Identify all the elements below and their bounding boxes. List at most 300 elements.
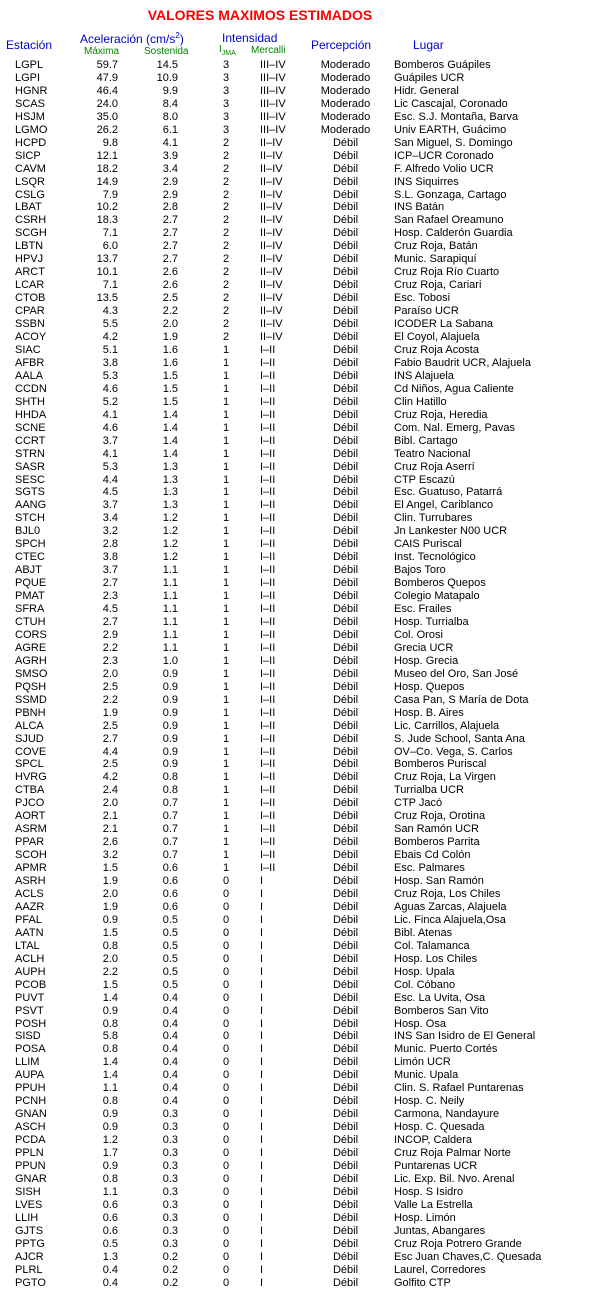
jma-intensity: 3 [222, 97, 230, 110]
sustained-accel: 0.8 [162, 771, 178, 784]
jma-intensity: 1 [222, 758, 230, 771]
table-row [0, 784, 590, 797]
jma-intensity: 1 [222, 421, 230, 434]
location: Cruz Roja, Heredia [394, 408, 488, 421]
station-code: POSA [15, 1043, 46, 1056]
table-row [0, 771, 590, 784]
max-accel: 13.7 [96, 253, 118, 266]
station-code: CPAR [15, 305, 45, 318]
sustained-accel: 0.3 [162, 1160, 178, 1173]
max-accel: 2.7 [102, 732, 118, 745]
sustained-accel: 0.4 [162, 991, 178, 1004]
jma-intensity: 0 [222, 1134, 230, 1147]
table-row [0, 616, 590, 629]
page-title: VALORES MAXIMOS ESTIMADOS [147, 7, 373, 23]
header-percepcion: Percepción [311, 38, 372, 52]
mercalli-intensity: II–IV [260, 292, 283, 305]
jma-intensity: 1 [222, 525, 230, 538]
jma-intensity: 1 [222, 862, 230, 875]
mercalli-intensity: I–II [260, 654, 276, 667]
max-accel: 3.8 [102, 356, 118, 369]
perception: Débil [332, 862, 359, 875]
max-accel: 2.3 [102, 590, 118, 603]
station-code: PUVT [15, 991, 45, 1004]
perception: Débil [332, 732, 359, 745]
header-aceleracion-text: Aceleración (cm/s [80, 32, 176, 46]
location: Col. Talamanca [394, 939, 470, 952]
table-row [0, 888, 590, 901]
max-accel: 4.5 [102, 603, 118, 616]
jma-intensity: 3 [222, 110, 230, 123]
sustained-accel: 0.7 [162, 849, 178, 862]
sustained-accel: 2.9 [162, 175, 178, 188]
mercalli-intensity: I [260, 926, 264, 939]
table-row [0, 1199, 590, 1212]
sustained-accel: 1.1 [162, 628, 178, 641]
mercalli-intensity: I [260, 888, 264, 900]
station-code: COVE [15, 745, 47, 758]
sustained-accel: 2.7 [162, 227, 178, 240]
mercalli-intensity: I–II [260, 577, 276, 590]
header-maxima: Máxima [84, 46, 120, 57]
location: Grecia UCR [394, 641, 454, 654]
location: Museo del Oro, San José [394, 667, 519, 680]
station-code: PPUH [15, 1082, 46, 1095]
mercalli-intensity: I [260, 1108, 264, 1121]
perception: Débil [332, 564, 359, 577]
table-row [0, 72, 590, 85]
perception: Débil [332, 473, 359, 486]
sustained-accel: 1.9 [162, 331, 178, 344]
table-row [0, 1277, 590, 1290]
location: S. Jude School, Santa Ana [394, 732, 525, 745]
max-accel: 2.5 [102, 680, 118, 693]
perception: Moderado [320, 110, 371, 123]
table-row [0, 694, 590, 707]
station-code: POSH [15, 1017, 47, 1030]
location: Inst. Tecnológico [394, 551, 476, 564]
perception: Débil [332, 875, 359, 888]
perception: Débil [332, 1237, 359, 1250]
max-accel: 0.6 [102, 1211, 118, 1224]
jma-intensity: 0 [222, 900, 230, 913]
station-code: SFRA [15, 603, 45, 616]
max-accel: 0.9 [102, 1160, 118, 1173]
max-accel: 0.8 [102, 1095, 118, 1108]
location: Cruz Roja, Orotina [394, 810, 486, 823]
sustained-accel: 0.4 [162, 1004, 178, 1017]
perception: Débil [332, 615, 359, 628]
location: CAIS Puriscal [394, 538, 462, 551]
max-accel: 0.4 [102, 1276, 118, 1289]
max-accel: 0.4 [102, 1263, 118, 1276]
perception: Débil [332, 965, 359, 978]
table-row [0, 461, 590, 474]
station-code: AJCR [15, 1250, 44, 1263]
max-accel: 2.6 [102, 836, 118, 849]
sustained-accel: 1.1 [162, 603, 178, 616]
station-code: ASRM [15, 823, 47, 836]
perception: Débil [332, 305, 359, 318]
jma-intensity: 1 [222, 836, 230, 849]
station-code: HVRG [15, 771, 47, 784]
sustained-accel: 2.9 [162, 188, 178, 201]
table-row [0, 668, 590, 681]
sustained-accel: 0.3 [162, 1224, 178, 1237]
location: Clin. Turrubares [394, 512, 473, 525]
table-row [0, 564, 590, 577]
jma-intensity: 1 [222, 343, 230, 356]
table-row [0, 992, 590, 1005]
sustained-accel: 0.4 [162, 1056, 178, 1069]
max-accel: 2.2 [102, 965, 118, 978]
sustained-accel: 0.9 [162, 706, 178, 719]
sustained-accel: 1.4 [162, 421, 178, 434]
jma-intensity: 0 [222, 1082, 230, 1095]
max-accel: 7.1 [102, 279, 118, 292]
perception: Moderado [320, 97, 371, 110]
table-row [0, 227, 590, 240]
table-row [0, 797, 590, 810]
jma-intensity: 0 [222, 1237, 230, 1250]
station-code: ASRH [15, 875, 46, 888]
location: Puntarenas UCR [394, 1160, 478, 1173]
sustained-accel: 0.4 [162, 1017, 178, 1030]
table-row [0, 253, 590, 266]
max-accel: 4.4 [102, 473, 118, 486]
table-row [0, 499, 590, 512]
mercalli-intensity: I–II [260, 538, 276, 551]
sustained-accel: 1.4 [162, 447, 178, 460]
sustained-accel: 0.4 [162, 1095, 178, 1108]
max-accel: 0.9 [102, 1004, 118, 1017]
table-row [0, 590, 590, 603]
sustained-accel: 1.6 [162, 356, 178, 369]
station-code: ASCH [15, 1121, 46, 1134]
jma-intensity: 1 [222, 849, 230, 862]
perception: Débil [332, 1224, 359, 1237]
location: Cruz Roja Río Cuarto [394, 266, 500, 279]
table-row [0, 1095, 590, 1108]
mercalli-intensity: I [260, 1198, 264, 1211]
mercalli-intensity: I [260, 965, 264, 978]
mercalli-intensity: I [260, 1147, 264, 1160]
table-row [0, 318, 590, 331]
station-code: PJCO [15, 797, 45, 810]
jma-intensity: 2 [222, 305, 230, 318]
perception: Débil [332, 849, 359, 862]
mercalli-intensity: I [260, 1172, 264, 1185]
mercalli-intensity: I–II [260, 862, 276, 875]
jma-intensity: 0 [222, 888, 230, 900]
max-accel: 2.0 [102, 952, 118, 965]
mercalli-intensity: I [260, 1185, 264, 1198]
table-row [0, 979, 590, 992]
location: ICODER La Sabana [394, 318, 494, 331]
perception: Débil [332, 188, 359, 201]
station-code: CSLG [15, 188, 45, 201]
location: CTP Escazú [394, 473, 455, 486]
location: Bomberos Puriscal [394, 758, 487, 771]
mercalli-intensity: III–IV [260, 110, 286, 123]
jma-intensity: 0 [222, 1121, 230, 1134]
location: Clin. S. Rafael Puntarenas [394, 1082, 524, 1095]
max-accel: 26.2 [96, 123, 118, 136]
station-code: SSBN [15, 318, 45, 331]
max-accel: 9.8 [102, 136, 118, 149]
station-code: HHDA [15, 408, 47, 421]
sustained-accel: 4.1 [162, 136, 178, 149]
max-accel: 3.8 [102, 551, 118, 564]
max-accel: 5.2 [102, 395, 118, 408]
perception: Débil [332, 1069, 359, 1082]
perception: Débil [332, 888, 359, 900]
jma-intensity: 0 [222, 926, 230, 939]
station-code: PQSH [15, 680, 47, 693]
mercalli-intensity: I [260, 1237, 264, 1250]
station-code: AGRH [15, 654, 47, 667]
perception: Débil [332, 784, 359, 797]
table-row [0, 85, 590, 98]
station-code: BJL0 [15, 525, 41, 538]
perception: Débil [332, 421, 359, 434]
station-code: LLIM [15, 1056, 40, 1069]
mercalli-intensity: I [260, 991, 264, 1004]
jma-intensity: 1 [222, 667, 230, 680]
table-row [0, 292, 590, 305]
sustained-accel: 0.3 [162, 1211, 178, 1224]
station-code: SMSO [15, 667, 48, 680]
location: Turrialba UCR [394, 784, 464, 797]
perception: Débil [332, 1185, 359, 1198]
location: Cruz Roja Potrero Grande [394, 1237, 522, 1250]
jma-intensity: 2 [222, 279, 230, 292]
max-accel: 0.9 [102, 1108, 118, 1121]
station-code: HSJM [15, 110, 45, 123]
mercalli-intensity: I [260, 1121, 264, 1134]
mercalli-intensity: I–II [260, 628, 276, 641]
perception: Débil [332, 408, 359, 421]
mercalli-intensity: I [260, 913, 264, 926]
station-code: CTUH [15, 615, 46, 628]
perception: Débil [332, 538, 359, 551]
station-code: CAVM [15, 162, 46, 175]
mercalli-intensity: I–II [260, 603, 276, 616]
jma-intensity: 1 [222, 551, 230, 564]
max-accel: 1.5 [102, 926, 118, 939]
location: Bomberos Quepos [394, 577, 486, 590]
location: Bomberos Parrita [394, 836, 480, 849]
perception: Débil [332, 318, 359, 331]
sustained-accel: 1.1 [162, 590, 178, 603]
perception: Débil [332, 590, 359, 603]
max-accel: 4.1 [102, 408, 118, 421]
jma-intensity: 1 [222, 434, 230, 447]
perception: Débil [332, 551, 359, 564]
sustained-accel: 2.8 [162, 201, 178, 214]
sustained-accel: 1.3 [162, 499, 178, 512]
station-code: APMR [15, 862, 47, 875]
table-row [0, 746, 590, 759]
perception: Débil [332, 693, 359, 706]
perception: Débil [332, 939, 359, 952]
max-accel: 1.7 [102, 1147, 118, 1160]
jma-intensity: 1 [222, 745, 230, 758]
perception: Débil [332, 369, 359, 382]
table-row [0, 305, 590, 318]
mercalli-intensity: II–IV [260, 214, 283, 227]
location: Esc. Guatuso, Patarrá [394, 486, 503, 499]
station-code: CTEC [15, 551, 45, 564]
station-code: SJUD [15, 732, 44, 745]
table-row [0, 914, 590, 927]
sustained-accel: 1.6 [162, 343, 178, 356]
station-code: AANG [15, 499, 47, 512]
mercalli-intensity: I [260, 939, 264, 952]
location: Col. Cóbano [394, 978, 456, 991]
mercalli-intensity: I–II [260, 499, 276, 512]
sustained-accel: 2.7 [162, 214, 178, 227]
max-accel: 0.9 [102, 1121, 118, 1134]
perception: Débil [332, 603, 359, 616]
max-accel: 1.4 [102, 1069, 118, 1082]
mercalli-intensity: I [260, 1224, 264, 1237]
perception: Débil [332, 1043, 359, 1056]
perception: Débil [332, 628, 359, 641]
mercalli-intensity: II–IV [260, 162, 283, 175]
sustained-accel: 0.5 [162, 952, 178, 965]
max-accel: 1.1 [102, 1185, 118, 1198]
table-row [0, 124, 590, 137]
perception: Débil [332, 1017, 359, 1030]
sustained-accel: 3.4 [162, 162, 178, 175]
mercalli-intensity: I–II [260, 641, 276, 654]
perception: Débil [332, 719, 359, 732]
station-code: SIAC [15, 343, 41, 356]
perception: Débil [332, 1056, 359, 1069]
jma-intensity: 0 [222, 1185, 230, 1198]
sustained-accel: 0.9 [162, 667, 178, 680]
max-accel: 13.5 [96, 292, 118, 305]
table-row [0, 966, 590, 979]
jma-intensity: 1 [222, 408, 230, 421]
max-accel: 2.7 [102, 577, 118, 590]
location: Esc. Frailes [394, 603, 452, 616]
table-row [0, 331, 590, 344]
mercalli-intensity: II–IV [260, 240, 283, 253]
max-accel: 18.2 [96, 162, 118, 175]
location: Hosp. Turrialba [394, 615, 469, 628]
jma-intensity: 0 [222, 1056, 230, 1069]
sustained-accel: 0.3 [162, 1237, 178, 1250]
jma-intensity: 2 [222, 201, 230, 214]
jma-intensity: 1 [222, 693, 230, 706]
jma-intensity: 2 [222, 331, 230, 344]
mercalli-intensity: I [260, 1134, 264, 1147]
perception: Débil [332, 486, 359, 499]
mercalli-intensity: III–IV [260, 59, 286, 71]
max-accel: 0.8 [102, 1017, 118, 1030]
mercalli-intensity: I–II [260, 447, 276, 460]
jma-intensity: 2 [222, 253, 230, 266]
sustained-accel: 1.5 [162, 382, 178, 395]
table-row [0, 266, 590, 279]
jma-intensity: 1 [222, 382, 230, 395]
max-accel: 0.8 [102, 1172, 118, 1185]
max-accel: 2.1 [102, 810, 118, 823]
station-code: PCOB [15, 978, 47, 991]
sustained-accel: 0.9 [162, 719, 178, 732]
sustained-accel: 1.2 [162, 538, 178, 551]
sustained-accel: 0.3 [162, 1172, 178, 1185]
max-accel: 1.5 [102, 862, 118, 875]
mercalli-intensity: I–II [260, 823, 276, 836]
max-accel: 12.1 [96, 149, 118, 162]
station-code: LSQR [15, 175, 45, 188]
location: Univ EARTH, Guácimo [394, 123, 507, 136]
mercalli-intensity: I–II [260, 408, 276, 421]
station-code: PPUN [15, 1160, 46, 1173]
table-row [0, 823, 590, 836]
max-accel: 0.9 [102, 913, 118, 926]
sustained-accel: 1.1 [162, 615, 178, 628]
perception: Débil [332, 525, 359, 538]
max-accel: 2.0 [102, 797, 118, 810]
station-code: PFAL [15, 913, 42, 926]
mercalli-intensity: I–II [260, 797, 276, 810]
location: Bajos Toro [394, 564, 446, 577]
perception: Débil [332, 460, 359, 473]
jma-intensity: 1 [222, 719, 230, 732]
sustained-accel: 0.2 [162, 1250, 178, 1263]
station-code: PCNH [15, 1095, 47, 1108]
perception: Débil [332, 512, 359, 525]
jma-intensity: 0 [222, 875, 230, 888]
perception: Débil [332, 382, 359, 395]
table-row [0, 953, 590, 966]
jma-intensity: 1 [222, 680, 230, 693]
header-aceleracion [80, 31, 184, 46]
mercalli-intensity: II–IV [260, 227, 283, 240]
station-code: SCAS [15, 97, 45, 110]
perception: Débil [332, 1134, 359, 1147]
mercalli-intensity: I [260, 1082, 264, 1095]
max-accel: 5.3 [102, 460, 118, 473]
sustained-accel: 2.7 [162, 240, 178, 253]
sustained-accel: 2.6 [162, 266, 178, 279]
mercalli-intensity: I–II [260, 551, 276, 564]
jma-intensity: 1 [222, 538, 230, 551]
table-row [0, 448, 590, 461]
location: ICP–UCR Coronado [394, 149, 494, 162]
sustained-accel: 0.5 [162, 913, 178, 926]
max-accel: 3.4 [102, 512, 118, 525]
mercalli-intensity: I–II [260, 512, 276, 525]
mercalli-intensity: II–IV [260, 318, 283, 331]
perception: Débil [332, 149, 359, 162]
perception: Débil [332, 1121, 359, 1134]
sustained-accel: 1.2 [162, 525, 178, 538]
jma-intensity: 1 [222, 628, 230, 641]
location: San Ramón UCR [394, 823, 479, 836]
location: F. Alfredo Volio UCR [394, 162, 494, 175]
table-row [0, 1160, 590, 1173]
jma-intensity: 2 [222, 292, 230, 305]
jma-intensity: 2 [222, 240, 230, 253]
perception: Débil [332, 1263, 359, 1276]
jma-intensity: 2 [222, 227, 230, 240]
perception: Débil [332, 162, 359, 175]
